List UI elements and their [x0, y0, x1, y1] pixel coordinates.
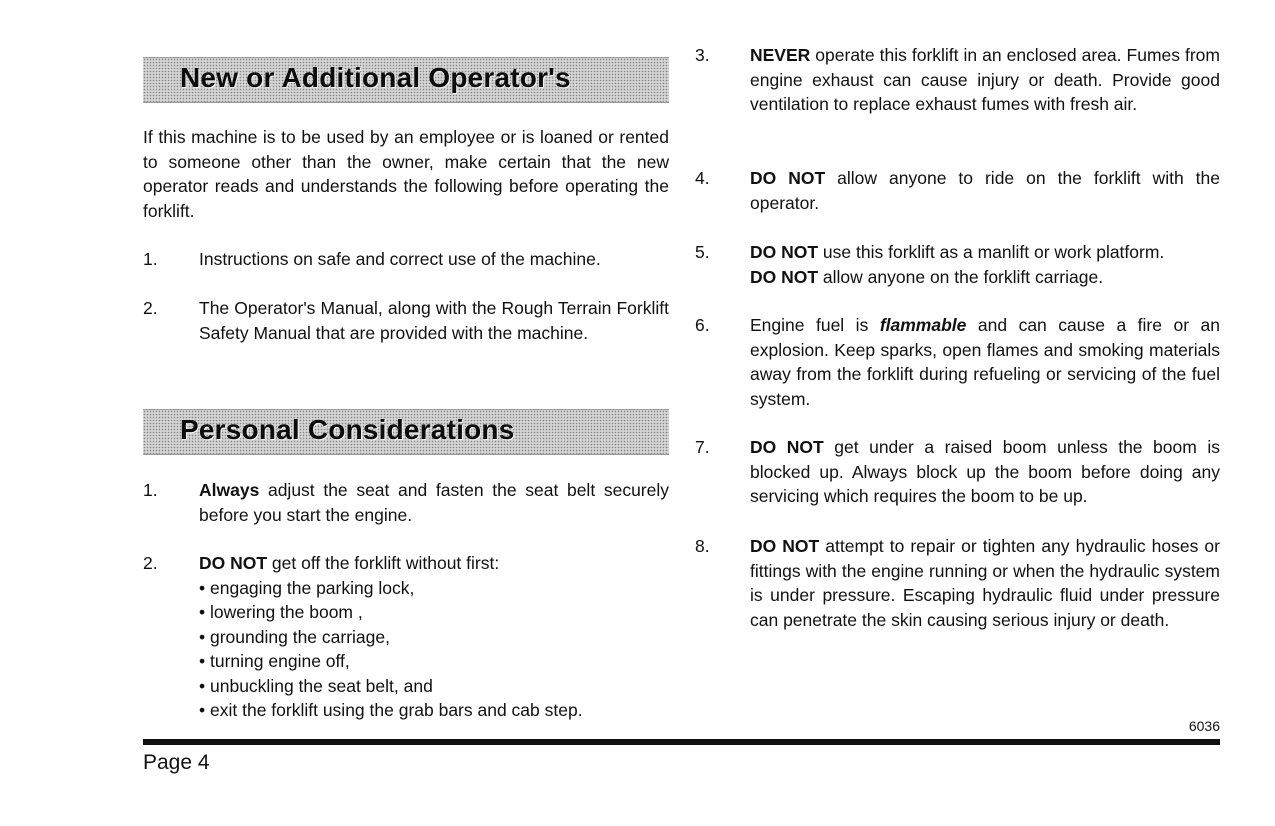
item-rest: operate this forklift in an enclosed area. Fumes from engine exhaust can cause injury or death. Provide good ventilation to replace exhaust fumes with fresh air.	[750, 45, 1220, 114]
item-text	[750, 43, 1220, 117]
page-number: Page 4	[143, 751, 210, 774]
warning-item-7	[695, 435, 1220, 509]
item-lead: DO NOT	[750, 242, 819, 262]
item-line-1	[750, 240, 1220, 265]
item-lead: DO NOT	[750, 437, 824, 457]
personal-heading: Personal Considerations	[180, 414, 515, 445]
document-code: 6036	[1188, 718, 1220, 734]
warning-item-6	[695, 313, 1220, 411]
item-number: 2.	[143, 553, 158, 573]
item-text	[750, 534, 1220, 632]
operators-heading-banner	[143, 57, 669, 103]
item-number: 4.	[695, 168, 710, 188]
operators-intro: If this machine is to be used by an employee or is loaned or rented to someone other than the owner, make certain that the new operator reads and understands the following before operating the forklift.	[143, 127, 669, 221]
footer-rule	[143, 739, 1220, 745]
item-text	[199, 478, 669, 527]
warning-item-5	[695, 240, 1220, 289]
personal-item-1	[143, 478, 669, 527]
warning-item-4	[695, 166, 1220, 215]
item-pre: Engine fuel is	[750, 315, 880, 335]
list-item: • unbuckling the seat belt, and	[199, 674, 669, 699]
item-rest: get under a raised boom unless the boom is blocked up. Always block up the boom before doing any servicing which requires the boom to be up.	[750, 437, 1220, 506]
item-number: 6.	[695, 315, 710, 335]
item-line-2	[750, 265, 1220, 290]
item-number: 2.	[143, 298, 158, 318]
item-rest: allow anyone to ride on the forklift with the operator.	[750, 168, 1220, 213]
warning-item-3	[695, 43, 1220, 117]
list-item: • engaging the parking lock,	[199, 576, 669, 601]
item-rest: attempt to repair or tighten any hydraulic hoses or fittings with the engine running or when the hydraulic system is under pressure. Escaping hydraulic fluid under pressure can penetrate the skin causing serious injury or death.	[750, 536, 1220, 630]
list-item: • turning engine off,	[199, 649, 669, 674]
item-lead: NEVER	[750, 45, 811, 65]
item-intro-line	[199, 551, 669, 576]
item-text	[199, 551, 669, 723]
item-lead: DO NOT	[750, 536, 820, 556]
item-text: Instructions on safe and correct use of the machine.	[199, 249, 601, 269]
item-number: 7.	[695, 437, 710, 457]
operators-heading: New or Additional Operator's	[180, 62, 571, 93]
operators-item-1	[143, 247, 669, 272]
item-text	[750, 435, 1220, 509]
list-item: • exit the forklift using the grab bars and cab step.	[199, 698, 669, 723]
item-lead: DO NOT	[750, 168, 826, 188]
item-lead: Always	[199, 480, 260, 500]
item-rest: adjust the seat and fasten the seat belt securely before you start the engine.	[199, 480, 669, 525]
item-emphasis: flammable	[879, 315, 967, 335]
item-lead: DO NOT	[199, 553, 268, 573]
item-lead: DO NOT	[750, 266, 819, 287]
personal-item-2	[143, 551, 669, 723]
item-rest: get off the forklift without first:	[267, 553, 500, 573]
item-number: 8.	[695, 536, 710, 556]
list-item: • lowering the boom ,	[199, 600, 669, 625]
item-number: 1.	[143, 249, 158, 269]
item-text	[750, 166, 1220, 215]
item-number: 3.	[695, 45, 710, 65]
item-rest: use this forklift as a manlift or work platform.	[818, 242, 1165, 262]
warning-item-8	[695, 534, 1220, 632]
item-rest: allow anyone on the forklift carriage.	[818, 266, 1104, 287]
item-text	[750, 313, 1220, 411]
item-rest: and can cause a fire or an explosion. Keep sparks, open flames and smoking materials away from the forklift during refueling or servicing of the fuel system.	[750, 315, 1221, 409]
item-text	[750, 240, 1220, 289]
item-number: 1.	[143, 480, 158, 500]
shutdown-steps-list	[199, 576, 669, 723]
personal-heading-banner	[143, 409, 669, 455]
list-item: • grounding the carriage,	[199, 625, 669, 650]
item-text: The Operator's Manual, along with the Rough Terrain Forklift Safety Manual that are provided with the machine.	[199, 298, 669, 343]
item-number: 5.	[695, 242, 710, 262]
operators-item-2	[143, 296, 669, 345]
